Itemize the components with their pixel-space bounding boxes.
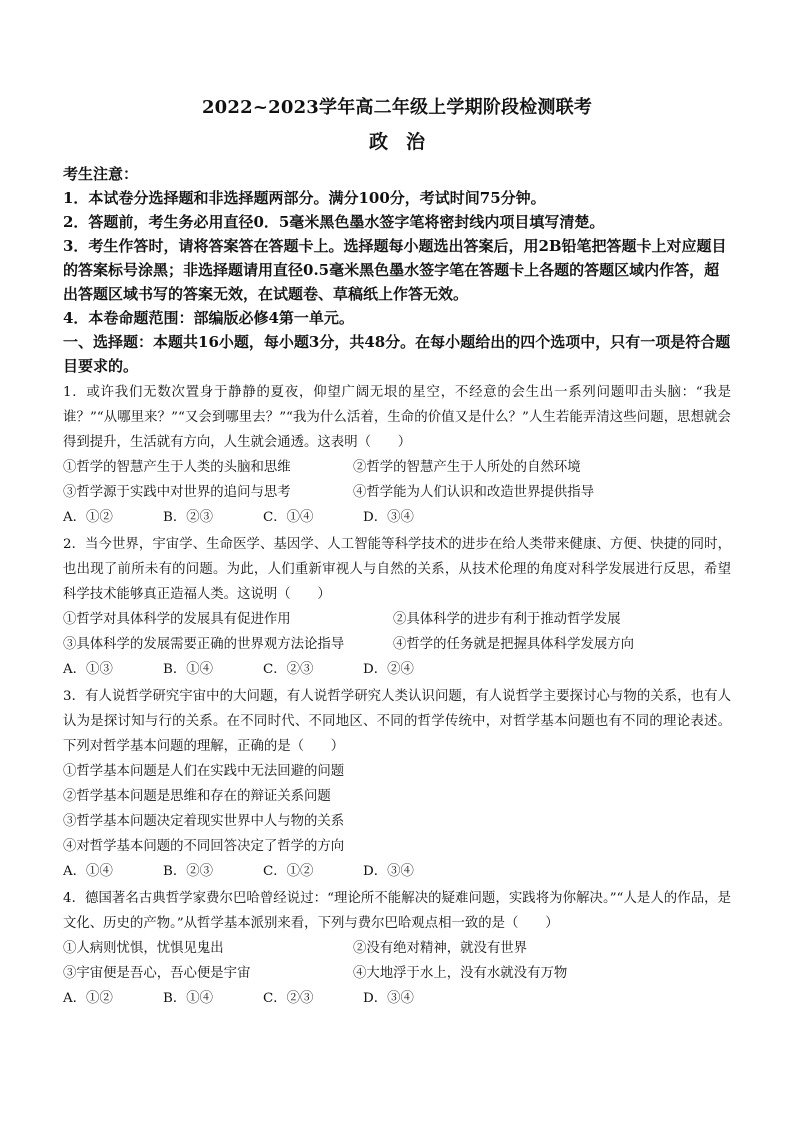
question-stem: 3．有人说哲学研究宇宙中的大问题，有人说哲学研究人类认识问题，有人说哲学主要探讨心与物的关系，也有人认为是探讨知与行的关系。在不同时代、不同地区、不同的哲学传统中，对哲学基本问题也有不同的理论表述。下列对哲学基本问题的理解，正确的是（ ） bbox=[63, 689, 731, 754]
notice-heading: 考生注意： bbox=[63, 165, 139, 183]
answer-d: D．③④ bbox=[363, 864, 414, 879]
option-row bbox=[63, 632, 731, 657]
option-row bbox=[63, 607, 731, 632]
question-stem: 2．当今世界，宇宙学、生命医学、基因学、人工智能等科学技术的进步在给人类带来健康、方便、快捷的同时，也出现了前所未有的问题。为此，人们重新审视人与自然的关系，从技术伦理的角度对科学发展进行反思，希望科学技术能够真正造福人类。这说明（ ） bbox=[63, 537, 731, 602]
answer-a: A．①② bbox=[63, 510, 113, 525]
answer-row bbox=[63, 505, 731, 530]
answer-row bbox=[63, 657, 731, 682]
question-3 bbox=[63, 684, 731, 884]
option-1: ①哲学的智慧产生于人类的头脑和思维 bbox=[63, 460, 291, 475]
answer-c: C．①② bbox=[263, 864, 314, 879]
option-1: ①哲学基本问题是人们在实践中无法回避的问题 bbox=[63, 764, 345, 779]
question-stem: 4．德国著名古典哲学家费尔巴哈曾经说过：“理论所不能解决的疑难问题，实践将为你解决。”“人是人的作品，是文化、历史的产物。”从哲学基本派别来看，下列与费尔巴哈观点相一致的是（ ） bbox=[63, 891, 731, 931]
subject-title: 政治 bbox=[368, 131, 443, 153]
answer-b: B．①④ bbox=[163, 662, 214, 677]
option-row bbox=[63, 480, 731, 505]
option-3: ③哲学源于实践中对世界的追问与思考 bbox=[63, 485, 291, 500]
answer-a: A．①③ bbox=[63, 662, 113, 677]
option-3: ③宇宙便是吾心，吾心便是宇宙 bbox=[63, 966, 251, 981]
option-row bbox=[63, 961, 731, 986]
answer-d: D．③④ bbox=[363, 510, 414, 525]
section-heading: 一、选择题：本题共16小题，每小题3分，共48分。在每小题给出的四个选项中，只有一项是符合题目要求的。 bbox=[63, 333, 731, 375]
answer-b: B．②③ bbox=[163, 510, 214, 525]
question-stem: 1．或许我们无数次置身于静静的夏夜，仰望广阔无垠的星空，不经意的会生出一系列问题叩击头脑：“我是谁？”“从哪里来？”“又会到哪里去？”“我为什么活着，生命的价值又是什么？”人生若能弄清这些问题，思想就会得到提升，生活就有方向，人生就会通透。这表明（ ） bbox=[63, 385, 731, 450]
answer-c: C．②③ bbox=[263, 991, 314, 1006]
notice-item-1: 1．本试卷分选择题和非选择题两部分。满分100分，考试时间75分钟。 bbox=[63, 189, 546, 207]
answer-a: A．①② bbox=[63, 991, 113, 1006]
option-2: ②没有绝对精神，就没有世界 bbox=[353, 941, 528, 956]
question-1 bbox=[63, 380, 731, 530]
option-3: ③哲学基本问题决定着现实世界中人与物的关系 bbox=[63, 814, 345, 829]
answer-b: B．②③ bbox=[163, 864, 214, 879]
option-4: ④对哲学基本问题的不同回答决定了哲学的方向 bbox=[63, 839, 345, 854]
option-1: ①哲学对具体科学的发展具有促进作用 bbox=[63, 612, 291, 627]
answer-d: D．②④ bbox=[363, 662, 414, 677]
option-2: ②哲学的智慧产生于人所处的自然环境 bbox=[353, 460, 581, 475]
answer-d: D．③④ bbox=[363, 991, 414, 1006]
option-1: ①人病则忧惧，忧惧见鬼出 bbox=[63, 941, 224, 956]
answer-c: C．①④ bbox=[263, 510, 314, 525]
question-2 bbox=[63, 532, 731, 682]
answer-c: C．②③ bbox=[263, 662, 314, 677]
notice-item-2: 2．答题前，考生务必用直径0．5毫米黑色墨水签字笔将密封线内项目填写清楚。 bbox=[63, 213, 605, 231]
option-4: ④大地浮于水上，没有水就没有万物 bbox=[353, 966, 568, 981]
exam-title: 2022~2023学年高二年级上学期阶段检测联考 bbox=[201, 97, 593, 118]
option-4: ④哲学的任务就是把握具体科学发展方向 bbox=[393, 637, 635, 652]
notice-item-4: 4．本卷命题范围：部编版必修4第一单元。 bbox=[63, 309, 354, 327]
answer-b: B．①④ bbox=[163, 991, 214, 1006]
answer-row bbox=[63, 986, 731, 1011]
answer-row bbox=[63, 859, 731, 884]
option-4: ④哲学能为人们认识和改造世界提供指导 bbox=[353, 485, 595, 500]
answer-a: A．①④ bbox=[63, 864, 113, 879]
notice-item-3: 3．考生作答时，请将答案答在答题卡上。选择题每小题选出答案后，用2B铅笔把答题卡上对应题目的答案标号涂黑；非选择题请用直径0.5毫米黑色墨水签字笔在答题卡上各题的答题区域内作答，超出答题区域书写的答案无效，在试题卷、草稿纸上作答无效。 bbox=[63, 237, 727, 303]
option-row bbox=[63, 455, 731, 480]
question-4 bbox=[63, 886, 731, 1011]
option-2: ②哲学基本问题是思维和存在的辩证关系问题 bbox=[63, 789, 331, 804]
exam-page bbox=[63, 96, 731, 1011]
option-3: ③具体科学的发展需要正确的世界观方法论指导 bbox=[63, 637, 345, 652]
option-row bbox=[63, 936, 731, 961]
option-2: ②具体科学的进步有利于推动哲学发展 bbox=[393, 612, 621, 627]
